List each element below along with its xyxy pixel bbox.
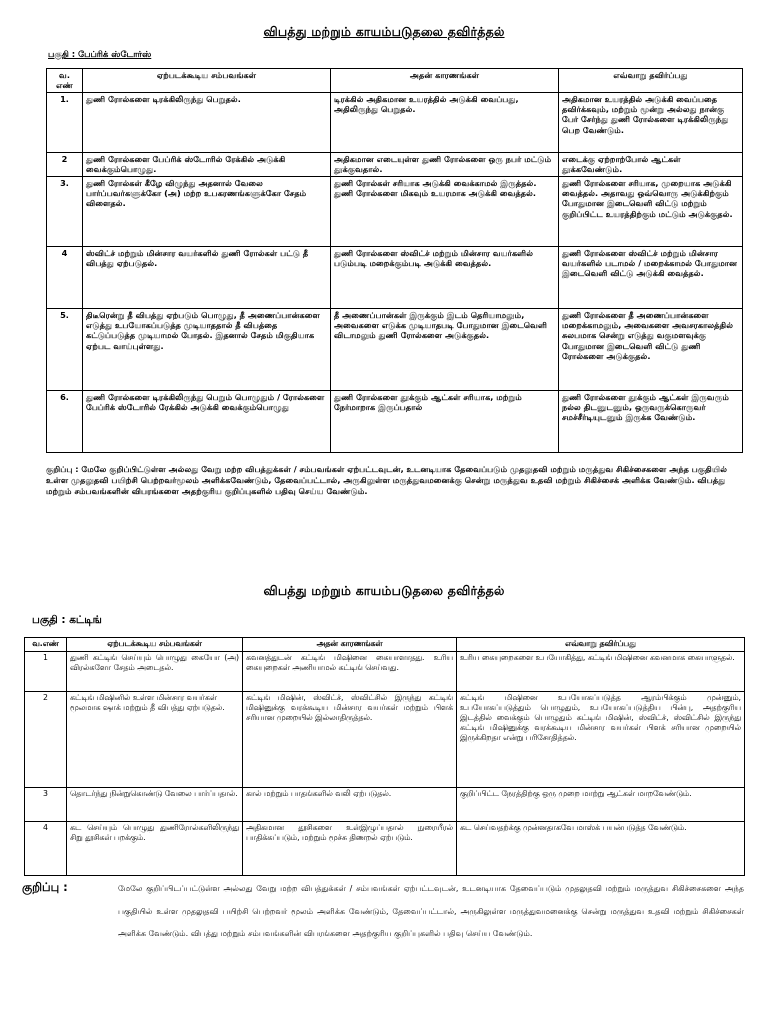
row-event: கட செய்யும் பொழுது துணிரோல்களிலிருந்து சிறு தூசிகள் பறக்கும். [67, 822, 243, 876]
row-number: 5. [47, 309, 83, 391]
row-prevent: துணி ரோல்களை ஸ்விட்ச் மற்றும் மின்சார வயர்களில் படாமல் / மறைக்காமல் போதுமான இடைவெளி விட்டு அடுக்கி வைத்தல். [559, 247, 743, 309]
row-event: துணி ரோல்கள் கீழே விழுந்து அதனால் வேலை பார்ப்பவர்களுக்கோ (அ) மற்ற உபகரணங்களுக்கோ சேதம் விளைதல். [83, 177, 331, 247]
row-number: 2 [25, 692, 67, 788]
table-row [47, 153, 743, 177]
row-prevent: கட செய்வதற்க்கு முன்னதாகவே மாஸ்க் பயன்படுத்த வேண்டும். [457, 822, 745, 876]
row-prevent: துணி ரோல்களை தீ அணைப்பான்களை மறைக்காமலும், அவைகளை அவசரகாலத்தில் சுலபமாக சென்று எடுத்து வகுமளவுக்கு போதுமான இடைவெளி விட்டு துணி ரோல்களை அடுக்குதல். [559, 309, 743, 391]
doc2-title: விபத்து மற்றும் காயம்படுதலை தவிர்த்தல் [263, 583, 505, 598]
doc2-header-num: வ.எண் [25, 638, 67, 652]
row-event: திடீரென்று தீ விபத்து ஏற்படும் பொழுது, தீ அணைப்பான்களை எடுத்து உபயோகப்படுத்த முடியாததால் தீ விபத்தை கட்டுப்படுத்த முடியாமல் போதல். இதனால் சேதம் மிகுதியாக ஏற்பட வாய்புள்ளது. [83, 309, 331, 391]
doc1-title: விபத்து மற்றும் காயம்படுதலை தவிர்த்தல் [263, 24, 505, 39]
row-cause: துணி ரோல்களை தூக்கும் ஆட்கள் சரியாக, மற்றும் நேர்மாறாக இருப்பதால் [331, 391, 559, 453]
doc2-note-label: குறிப்பு : [22, 880, 68, 894]
table-row [47, 93, 743, 153]
doc2-table [24, 637, 745, 876]
doc1-note: குறிப்பு : மேலே குறிப்பிட்டுள்ள அல்லது வேறு மற்ற விபத்துக்கள் / சம்பவங்கள் ஏற்பட்டவுடன், உடனடியாக தேவைப்படும் முதலுதவி மற்றும் மருத்துவ சிகிச்சைகளை அந்த பகுதியில் உள்ள முதலுதவி பயிற்சி பெற்றவர்மூலம் அளிக்கவேண்டும், தேவைப்பட்டால், அருகிலுள்ள மருத்துவமனைக்கு சென்று மருத்துவ உதவி மற்றும் சிகிச்சைக் அளிக்க வேண்டும். விபத்து மற்றும் சம்பவங்களின் விபரங்களை அதற்குரிய குறிப்புகளில் பதிவு செய்ய வேண்டும். [46, 464, 728, 497]
row-prevent: துணி ரோல்களை சரியாக, முறையாக அடுக்கி வைத்தல். அதாவது ஒவ்வொரு அடுக்கிற்கும் போதுமான இடைவெளி விட்டு மற்றும் குறிப்பிட்ட உயரத்திற்கும் மட்டும் அடுக்குதல். [559, 177, 743, 247]
row-number: 1 [25, 652, 67, 692]
row-event: துணி ரோல்களை டிரக்கிலிருந்து பெறும் பொழுதும் / ரோல்களை பேப்ரிக் ஸ்டோரில் ரேக்கில் அடுக்கி வைக்கும்பொழுது [83, 391, 331, 453]
row-cause: அதிகமான எடையுள்ள துணி ரோல்களை ஒரு நபர் மட்டும் தூக்குவதால். [331, 153, 559, 177]
row-event: துணி ரோல்களை டிரக்கிலிருந்து பெறுதல். [83, 93, 331, 153]
doc1-header-num: வ. எண் [47, 69, 83, 93]
row-number: 4 [47, 247, 83, 309]
row-number: 4 [25, 822, 67, 876]
row-cause: துணி ரோல்களை ஸ்விட்ச் மற்றும் மின்சார வயர்களில் படும்படி மறைக்கும்படி அடுக்கி வைத்தல். [331, 247, 559, 309]
row-event: கட்டிங் மிஷினில் உள்ள மின்சார வயர்கள் மூலமாக ஷாக் மற்றும் தீ விபத்து ஏற்படுதல். [67, 692, 243, 788]
doc1-header-event: ஏற்படக்கூடிய சம்பவங்கள் [83, 69, 331, 93]
row-event: தொடர்ந்து நின்றுகொண்டு வேலை பார்ப்பதால். [67, 788, 243, 822]
table-row [47, 309, 743, 391]
table-row [25, 822, 745, 876]
doc2-header-cause: அதன் காரணங்கள் [243, 638, 457, 652]
row-prevent: துணி ரோல்களை தூக்கும் ஆட்கள் இருவரும் நல்ல திடனுடனும், ஒருவருக்கொருவர் சமச்சீர்டியுடனும் இருக்க வேண்டும். [559, 391, 743, 453]
doc1-table [46, 68, 743, 453]
row-prevent: எடைக்கு ஏற்றாற்போல் ஆட்கள் தூக்கவேண்டும். [559, 153, 743, 177]
row-cause: டிரக்கில் அதிகமான உயரத்தில் அடுக்கி வைப்பது, அதிலிருந்து பெறுதல். [331, 93, 559, 153]
row-cause: கவனத்துடன் கட்டிங் மிஷினை கையாளாதது. உரிய கையுறைகள் அணியாமல் கட்டிங் செய்வது. [243, 652, 457, 692]
row-number: 3 [25, 788, 67, 822]
doc1-header-row [47, 69, 743, 93]
row-event: ஸ்விட்ச் மற்றும் மின்சார வயர்களில் துணி ரோல்கள் பட்டு தீ விபத்து ஏற்படுதல். [83, 247, 331, 309]
doc1-header-prevent: எவ்வாறு தவிர்ப்பது [559, 69, 743, 93]
row-cause: துணி ரோல்கள் சரியாக அடுக்கி வைக்காமல் இருத்தல். துணி ரோல்களை மிகவும் உயரமாக அடுக்கி வைத்தல். [331, 177, 559, 247]
doc2-header-prevent: எவ்வாறு தவிர்ப்பது [457, 638, 745, 652]
row-number: 1. [47, 93, 83, 153]
row-event: துணி கட்டிங் செய்யும் பொழுது கையோ (அ) விரல்களோ சேதம் அடைதல். [67, 652, 243, 692]
row-cause: அதிகமான தூசிகளை உள்இழுப்பதால் நுரையீரல் பாதிக்கப்படும், மற்றும் மூச்சு திணறல் ஏற்படும். [243, 822, 457, 876]
row-cause: கால் மற்றும் பாதங்களில் வலி ஏற்படுதல். [243, 788, 457, 822]
doc1-header-cause: அதன் காரணங்கள் [331, 69, 559, 93]
doc2-note: மேலே குறிப்பிடப்பட்டுள்ள அல்லது வேறு மற்ற விபத்துக்கள் / சம்பவங்கள் ஏற்பட்டவுடன், உடனடியாக தேவைப்படும் முதலுதவி மற்றும் மருத்துவ சிகிச்சைகளை அந்த பகுதியில் உள்ள முதலுதவி பயிற்சி பெற்றவர் மூலம் அளிக்க வேண்டும், தேவைப்பட்டால், அருகிலுள்ள மருத்துவமனைக்கு சென்று மருத்துவ உதவி மற்றும் சிகிச்சைகள் அளிக்க வேண்டும். விபத்து மற்றும் சம்பவங்களின் விபரங்களை அதற்குரிய குறிப்புகளில் பதிவு செய்ய வேண்டும். [118, 884, 744, 938]
table-row [47, 391, 743, 453]
table-row [25, 652, 745, 692]
row-cause: தீ அணைப்பான்கள் இருக்கும் இடம் தெரியாமலும், அவைகளை எடுக்க முடியாதபடி போதுமான இடைவெளி விடாமலும் துணி ரோல்களை அடுக்குதல். [331, 309, 559, 391]
row-prevent: உரிய கையுறைகளை உபயோகித்து, கட்டிங் மிஷினை கவனமாக கையாளுதல். [457, 652, 745, 692]
row-cause: கட்டிங் மிஷின், ஸ்விட்ச், ஸ்விட்சில் இருந்து கட்டிங் மிஷினுக்கு வரக்கூடிய மின்சார வயர்கள் மற்றும் பிளக் சரியான முறையில் இல்லாதிருத்தல். [243, 692, 457, 788]
doc2-section-label: பகுதி : கட்டிங் [32, 614, 102, 626]
row-number: 3. [47, 177, 83, 247]
row-prevent: கட்டிங் மிஷினை உபயோகப்படுத்த ஆரம்பிக்கும் முன்னும், உபயோகப்படுத்தும் பொழுதும், உபயோகப்படுத்திய பின்பு, அதற்குரிய இடத்தில் வைக்கும் பொழுதும் கட்டிங் மிஷின், ஸ்விட்ச், ஸ்விட்சில் இருந்து கட்டிங் மிஷினுக்கு வரக்கூடிய மின்சார வயர்கள் பிளக் சரியான முறையில் இருக்கிறதா என்று பரிசோதித்தல். [457, 692, 745, 788]
table-row [25, 692, 745, 788]
doc1-section-label [48, 50, 151, 61]
table-row [25, 788, 745, 822]
doc2-header-row [25, 638, 745, 652]
doc2-header-event: ஏற்படக்கூடிய சம்பவங்கள் [67, 638, 243, 652]
row-event: துணி ரோல்களை பேப்ரிக் ஸ்டோரில் ரேக்கில் அடுக்கி வைக்கும்பொழுது. [83, 153, 331, 177]
row-prevent: குறிப்பிட்ட நேரத்திற்கு ஒரு முறை மாற்று ஆட்கள் மாறவேண்டும். [457, 788, 745, 822]
row-number: 2 [47, 153, 83, 177]
table-row [47, 177, 743, 247]
doc1-section-label-text: பகுதி : பேப்ரிக் ஸ்டோர்ஸ் [48, 50, 152, 60]
row-number: 6. [47, 391, 83, 453]
table-row [47, 247, 743, 309]
row-prevent: அதிகமான உயரத்தில் அடுக்கி வைப்பதை தவிர்க்கவும், மற்றும் மூன்று அல்லது நான்கு பேர் சேர்ந்து துணி ரோல்களை டிரக்கிலிருந்து பெற வேண்டும். [559, 93, 743, 153]
